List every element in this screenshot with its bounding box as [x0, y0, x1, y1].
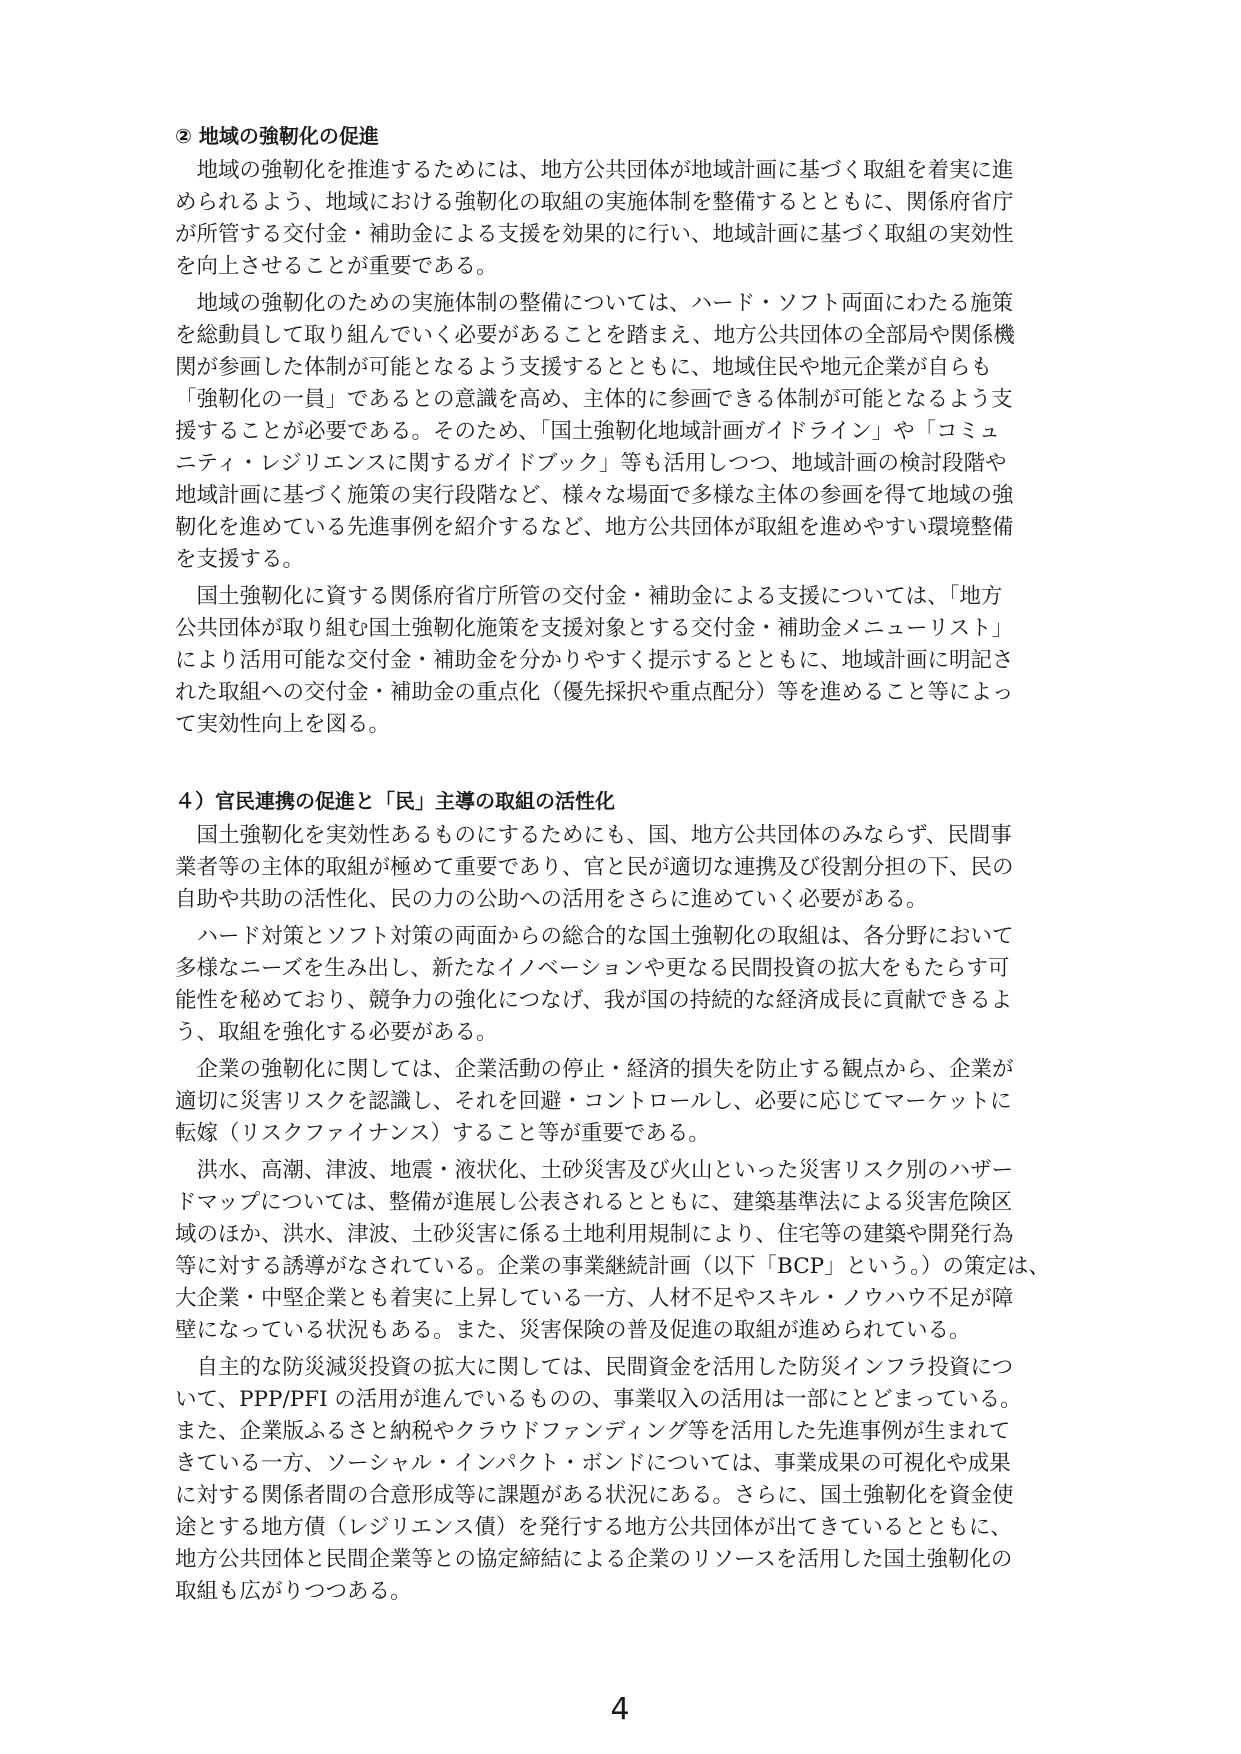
paragraph-line: により活用可能な交付金・補助金を分かりやすく提示するとともに、地域計画に明記さ — [175, 648, 1014, 673]
paragraph-line: 適切に災害リスクを認識し、それを回避・コントロールし、必要に応じてマーケットに — [175, 1089, 1012, 1114]
paragraph-line: 靭化を進めている先進事例を紹介するなど、地方公共団体が取組を進めやすい環境整備 — [175, 515, 1014, 540]
paragraph-line: 関が参画した体制が可能となるよう支援するとともに、地域住民や地元企業が自らも — [175, 355, 993, 380]
paragraph-line: 等に対する誘導がなされている。企業の事業継続計画（以下「BCP」という。）の策定は、 — [175, 1254, 1050, 1279]
paragraph-line: 域のほか、洪水、津波、土砂災害に係る土地利用規制により、住宅等の建築や開発行為 — [175, 1222, 1014, 1247]
paragraph-line: 地方公共団体と民間企業等との協定締結による企業のリソースを活用した国土強靭化の — [175, 1547, 1013, 1572]
paragraph-line: 国土強靭化を実効性あるものにするためにも、国、地方公共団体のみならず、民間事 — [175, 823, 1012, 848]
paragraph-line: れた取組への交付金・補助金の重点化（優先採択や重点配分）等を進めること等によっ — [175, 680, 1014, 705]
paragraph-line: に対する関係者間の合意形成等に課題がある状況にある。さらに、国土強靭化を資金使 — [175, 1483, 1014, 1508]
paragraph-line: 国土強靭化に資する関係府省庁所管の交付金・補助金による支援については、「地方 — [175, 584, 1003, 609]
page-number: 4 — [610, 1692, 630, 1727]
paragraph-line: きている一方、ソーシャル・インパクト・ボンドについては、事業成果の可視化や成果 — [175, 1451, 1011, 1476]
paragraph-line: 能性を秘めており、競争力の強化につなげ、我が国の持続的な経済成長に貢献できるよ — [175, 988, 1013, 1013]
paragraph-line: を支援する。 — [175, 547, 305, 572]
paragraph-line: 大企業・中堅企業とも着実に上昇している一方、人材不足やスキル・ノウハウ不足が障 — [175, 1286, 1014, 1311]
paragraph-line: 転嫁（リスクファイナンス）すること等が重要である。 — [175, 1121, 710, 1146]
paragraph-line: 自主的な防災減災投資の拡大に関しては、民間資金を活用した防災インフラ投資につ — [175, 1355, 1014, 1380]
paragraph-line: ニティ・レジリエンスに関するガイドブック」等も活用しつつ、地域計画の検討段階や — [175, 451, 1007, 476]
paragraph-line: 多様なニーズを生み出し、新たなイノベーションや更なる民間投資の拡大をもたらす可 — [175, 956, 1010, 981]
paragraph-line: 地域計画に基づく施策の実行段階など、様々な場面で多様な主体の参画を得て地域の強 — [175, 483, 1014, 508]
paragraph-line: が所管する交付金・補助金による支援を効果的に行い、地域計画に基づく取組の実効性 — [175, 222, 1014, 247]
paragraph-line: う、取組を強化する必要がある。 — [175, 1020, 498, 1045]
paragraph-line: ドマップについては、整備が進展し公表されるとともに、建築基準法による災害危険区 — [175, 1190, 1013, 1215]
paragraph-line: 洪水、高潮、津波、地震・液状化、土砂災害及び火山といった災害リスク別のハザー — [175, 1158, 1014, 1183]
paragraph-line: 地域の強靭化を推進するためには、地方公共団体が地域計画に基づく取組を着実に進 — [175, 158, 1014, 183]
paragraph-line: を向上させることが重要である。 — [175, 254, 498, 279]
paragraph-line: また、企業版ふるさと納税やクラウドファンディング等を活用した先進事例が生まれて — [175, 1419, 1011, 1444]
paragraph-line: 援することが必要である。そのため、「国土強靭化地域計画ガイドライン」や「コミュ — [175, 419, 1001, 444]
section-heading-regional-resilience: ② 地域の強靭化の促進 — [175, 124, 379, 148]
paragraph-line: 業者等の主体的取組が極めて重要であり、官と民が適切な連携及び役割分担の下、民の — [175, 855, 1014, 880]
paragraph-line: 地域の強靭化のための実施体制の整備については、ハード・ソフト両面にわたる施策 — [175, 291, 1014, 316]
paragraph-line: ハード対策とソフト対策の両面からの総合的な国土強靭化の取組は、各分野において — [175, 924, 1014, 949]
paragraph-line: 公共団体が取り組む国土強靭化施策を支援対象とする交付金・補助金メニューリスト」 — [175, 616, 1014, 641]
paragraph-line: 壁になっている状況もある。また、災害保険の普及促進の取組が進められている。 — [175, 1318, 971, 1343]
paragraph-line: て実効性向上を図る。 — [175, 712, 391, 737]
paragraph-line: 取組も広がりつつある。 — [175, 1579, 412, 1604]
section-heading-public-private-partnership: ４）官民連携の促進と「民」主導の取組の活性化 — [175, 789, 615, 813]
paragraph-line: いて、PPP/PFI の活用が進んでいるものの、事業収入の活用は一部にとどまっている。 — [175, 1387, 1022, 1412]
paragraph-line: 自助や共助の活性化、民の力の公助への活用をさらに進めていく必要がある。 — [175, 887, 928, 912]
paragraph-line: 企業の強靭化に関しては、企業活動の停止・経済的損失を防止する観点から、企業が — [175, 1057, 1014, 1082]
paragraph-line: められるよう、地域における強靭化の取組の実施体制を整備するとともに、関係府省庁 — [175, 190, 1014, 215]
paragraph-line: 「強靭化の一員」であるとの意識を高め、主体的に参画できる体制が可能となるよう支 — [175, 387, 1013, 412]
paragraph-line: を総動員して取り組んでいく必要があることを踏まえ、地方公共団体の全部局や関係機 — [175, 323, 1015, 348]
paragraph-line: 途とする地方債（レジリエンス債）を発行する地方公共団体が出てきているとともに、 — [175, 1515, 1012, 1540]
